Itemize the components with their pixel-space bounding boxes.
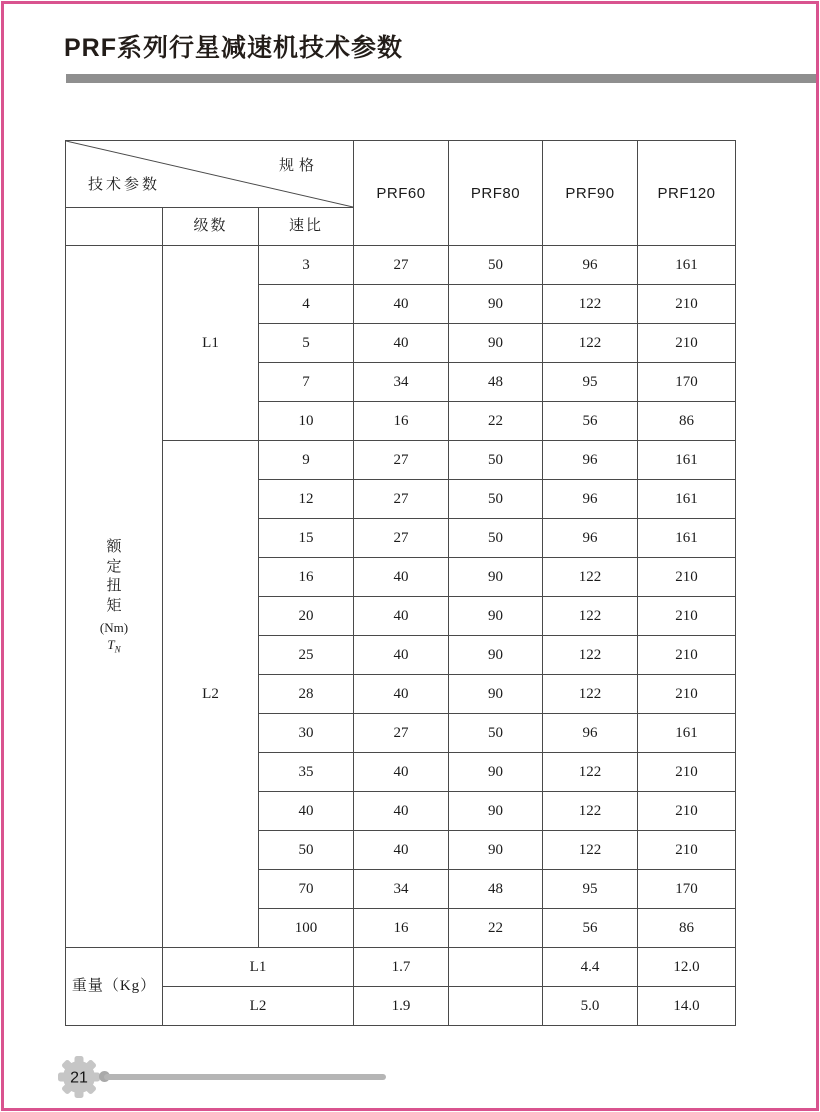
corner-label-spec: 规格: [279, 158, 320, 174]
ratio-cell: 25: [259, 636, 354, 675]
value-cell: 48: [449, 870, 543, 909]
value-cell: 27: [354, 480, 449, 519]
value-cell: 22: [449, 909, 543, 948]
value-cell: 22: [449, 402, 543, 441]
value-cell: 90: [449, 636, 543, 675]
ratio-cell: 20: [259, 597, 354, 636]
value-cell: 27: [354, 246, 449, 285]
value-cell: 90: [449, 753, 543, 792]
weight-label: 重量（Kg）: [66, 948, 163, 1026]
weight-value-cell: 1.9: [354, 987, 449, 1026]
table-row: [66, 441, 736, 480]
stage-cell-l1: L1: [163, 246, 259, 441]
torque-symbol: $T_N$: [107, 637, 121, 655]
footer-decorative-line: [104, 1074, 386, 1080]
value-cell: 161: [638, 519, 736, 558]
value-cell: 161: [638, 714, 736, 753]
ratio-cell: 7: [259, 363, 354, 402]
value-cell: 170: [638, 363, 736, 402]
value-cell: 40: [354, 597, 449, 636]
ratio-cell: 50: [259, 831, 354, 870]
value-cell: 170: [638, 870, 736, 909]
gear-icon: [55, 1053, 103, 1101]
stages-header: 级数: [163, 208, 259, 246]
value-cell: 40: [354, 558, 449, 597]
weight-row: [66, 948, 736, 987]
value-cell: 16: [354, 909, 449, 948]
value-cell: 40: [354, 831, 449, 870]
value-cell: 161: [638, 480, 736, 519]
torque-label-vertical: 额定扭矩: [106, 539, 122, 614]
value-cell: 40: [354, 675, 449, 714]
value-cell: 96: [543, 519, 638, 558]
value-cell: 161: [638, 441, 736, 480]
diagonal-line: [66, 141, 353, 207]
value-cell: 56: [543, 909, 638, 948]
header-row-1: [66, 141, 736, 208]
value-cell: 50: [449, 480, 543, 519]
column-header-prf90: PRF90: [543, 141, 638, 246]
value-cell: 50: [449, 441, 543, 480]
ratio-cell: 16: [259, 558, 354, 597]
column-header-prf120: PRF120: [638, 141, 736, 246]
value-cell: 90: [449, 324, 543, 363]
weight-value-cell: 12.0: [638, 948, 736, 987]
value-cell: 161: [638, 246, 736, 285]
value-cell: 27: [354, 441, 449, 480]
value-cell: 96: [543, 441, 638, 480]
weight-row: [66, 987, 736, 1026]
weight-stage-cell: L1: [163, 948, 354, 987]
ratio-cell: 3: [259, 246, 354, 285]
value-cell: 90: [449, 675, 543, 714]
weight-stage-cell: L2: [163, 987, 354, 1026]
value-cell: 90: [449, 597, 543, 636]
ratio-cell: 15: [259, 519, 354, 558]
value-cell: 27: [354, 519, 449, 558]
value-cell: 50: [449, 714, 543, 753]
spec-table: [65, 140, 736, 1026]
value-cell: 34: [354, 870, 449, 909]
value-cell: 90: [449, 285, 543, 324]
torque-label-cell: [66, 246, 163, 948]
value-cell: 210: [638, 558, 736, 597]
value-cell: 40: [354, 324, 449, 363]
ratio-cell: 100: [259, 909, 354, 948]
ratio-cell: 5: [259, 324, 354, 363]
value-cell: 56: [543, 402, 638, 441]
value-cell: 210: [638, 753, 736, 792]
column-header-prf80: PRF80: [449, 141, 543, 246]
value-cell: 96: [543, 714, 638, 753]
column-header-prf60: PRF60: [354, 141, 449, 246]
torque-unit: (Nm): [99, 620, 129, 636]
value-cell: 210: [638, 285, 736, 324]
torque-label-stack: [66, 538, 162, 655]
diagonal-header-cell: [66, 141, 354, 208]
stage-cell-l2: L2: [163, 441, 259, 948]
ratio-cell: 70: [259, 870, 354, 909]
value-cell: 122: [543, 753, 638, 792]
value-cell: 122: [543, 558, 638, 597]
ratio-cell: 40: [259, 792, 354, 831]
weight-value-cell: 14.0: [638, 987, 736, 1026]
weight-value-cell: [449, 987, 543, 1026]
value-cell: 96: [543, 480, 638, 519]
value-cell: 210: [638, 675, 736, 714]
value-cell: 40: [354, 636, 449, 675]
value-cell: 210: [638, 597, 736, 636]
value-cell: 210: [638, 792, 736, 831]
value-cell: 210: [638, 324, 736, 363]
value-cell: 122: [543, 285, 638, 324]
value-cell: 122: [543, 324, 638, 363]
page-number: 21: [70, 1069, 88, 1087]
value-cell: 90: [449, 831, 543, 870]
ratio-cell: 12: [259, 480, 354, 519]
value-cell: 40: [354, 753, 449, 792]
table-row: [66, 246, 736, 285]
value-cell: 90: [449, 558, 543, 597]
value-cell: 40: [354, 285, 449, 324]
value-cell: 40: [354, 792, 449, 831]
value-cell: 122: [543, 636, 638, 675]
spec-table-container: [65, 140, 736, 1026]
value-cell: 48: [449, 363, 543, 402]
value-cell: 34: [354, 363, 449, 402]
value-cell: 16: [354, 402, 449, 441]
ratio-cell: 9: [259, 441, 354, 480]
value-cell: 122: [543, 675, 638, 714]
ratio-cell: 30: [259, 714, 354, 753]
ratio-header: 速比: [259, 208, 354, 246]
weight-value-cell: 4.4: [543, 948, 638, 987]
ratio-cell: 10: [259, 402, 354, 441]
value-cell: 86: [638, 402, 736, 441]
value-cell: 27: [354, 714, 449, 753]
ratio-cell: 28: [259, 675, 354, 714]
value-cell: 210: [638, 636, 736, 675]
weight-value-cell: 5.0: [543, 987, 638, 1026]
weight-value-cell: [449, 948, 543, 987]
title-underline-bar: [66, 74, 816, 83]
value-cell: 50: [449, 519, 543, 558]
value-cell: 96: [543, 246, 638, 285]
value-cell: 95: [543, 363, 638, 402]
value-cell: 210: [638, 831, 736, 870]
ratio-cell: 4: [259, 285, 354, 324]
empty-header-cell: [66, 208, 163, 246]
corner-label-params: 技术参数: [88, 177, 161, 193]
page-title: PRF系列行星减速机技术参数: [64, 34, 404, 62]
value-cell: 122: [543, 792, 638, 831]
value-cell: 122: [543, 597, 638, 636]
value-cell: 95: [543, 870, 638, 909]
value-cell: 86: [638, 909, 736, 948]
value-cell: 90: [449, 792, 543, 831]
weight-value-cell: 1.7: [354, 948, 449, 987]
value-cell: 50: [449, 246, 543, 285]
ratio-cell: 35: [259, 753, 354, 792]
value-cell: 122: [543, 831, 638, 870]
